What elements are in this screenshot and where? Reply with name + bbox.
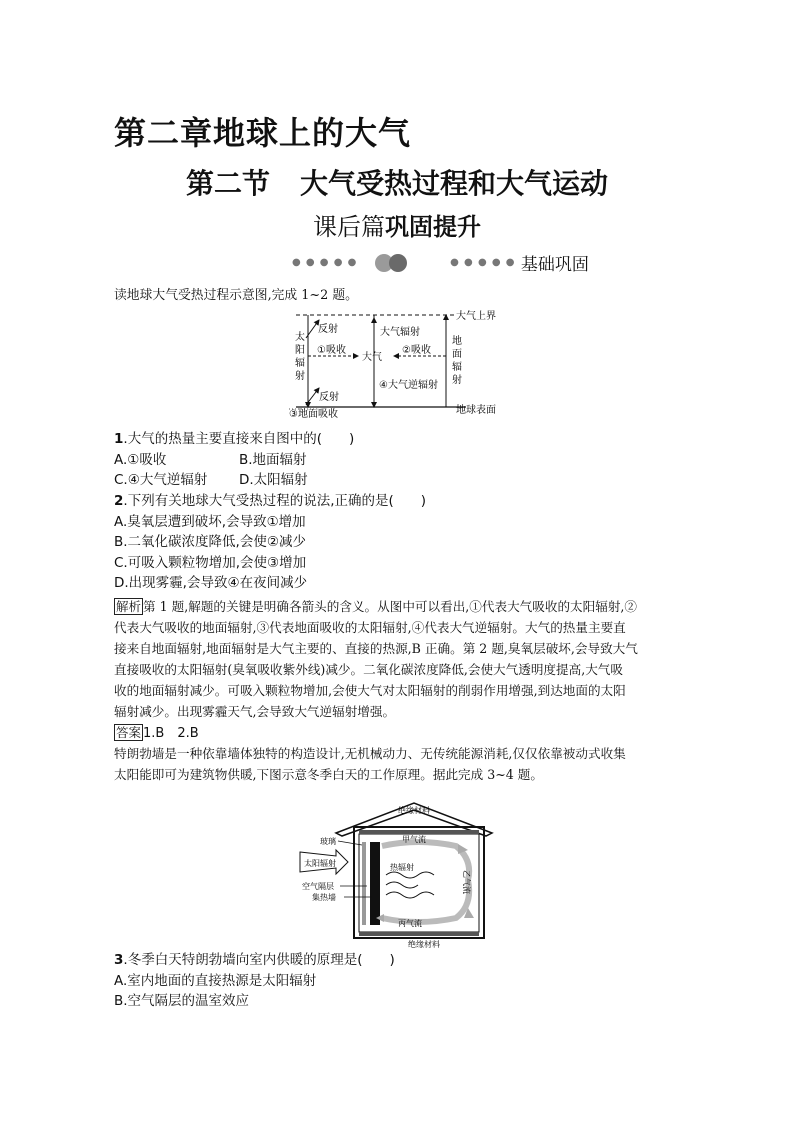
subtitle xyxy=(0,207,794,242)
q2-option-c: C.可吸入颗粒物增加,会使③增加 xyxy=(114,554,307,571)
reflect-bottom-label: 反射 xyxy=(319,392,339,403)
intro-2-line-2: 太阳能即可为建筑物供暖,下图示意冬季白天的工作原理。据此完成 3~4 题。 xyxy=(114,767,543,782)
answer-tag: 答案 xyxy=(116,725,142,740)
analysis-line-1: 第 1 题,解题的关键是明确各箭头的含义。从图中可以看出,①代表大气吸收的太阳辐射,② xyxy=(143,599,638,614)
q1-option-c: C.④大气逆辐射 xyxy=(114,472,208,489)
flow-a-label: 甲气流 xyxy=(402,835,426,844)
heat-wall xyxy=(370,842,380,925)
solar-label-4: 射 xyxy=(295,371,305,382)
section-name: 大气受热过程和大气运动 xyxy=(300,167,609,200)
air-layer-label: 空气隔层 xyxy=(302,882,334,891)
analysis-line-2: 代表大气吸收的地面辐射,③代表地面吸收的太阳辐射,④代表大气逆辐射。大气的热量主要直 xyxy=(114,620,626,635)
glass-label: 玻璃 xyxy=(320,837,336,846)
absorb2-label: ②吸收 xyxy=(402,345,431,356)
heat-wave-2 xyxy=(386,882,418,888)
answer-text: 1.B 2.B xyxy=(143,726,199,741)
section-title xyxy=(0,162,794,202)
question-3 xyxy=(114,950,684,1012)
question-2-number: 2 xyxy=(114,493,124,509)
basic-section-header xyxy=(292,250,589,276)
analysis-tag: 解析 xyxy=(116,599,142,614)
chapter-title: 第二章地球上的大气 xyxy=(114,114,412,152)
heat-wall-label: 集热墙 xyxy=(312,893,336,902)
analysis-line-3: 接来自地面辐射,地面辐射是大气主要的、直接的热源,B 正确。第 2 题,臭氧层破坏,会导致大气 xyxy=(114,641,638,656)
reflect-top-label: 反射 xyxy=(318,324,338,335)
upper-atmosphere-label: 大气上界 xyxy=(456,311,496,322)
q1-option-d: D.太阳辐射 xyxy=(239,472,308,489)
ground-rad-label-4: 射 xyxy=(452,375,462,386)
intro-1: 读地球大气受热过程示意图,完成 1~2 题。 xyxy=(114,288,358,303)
solar-label-3: 辐 xyxy=(295,358,305,369)
solar-label: 太阳辐射 xyxy=(304,859,336,868)
flow-c-label: 乙气流 xyxy=(462,870,471,894)
solar-label-2: 阳 xyxy=(295,345,305,356)
q3-option-b: B.空气隔层的温室效应 xyxy=(114,993,250,1010)
atmos-radiation-label: 大气辐射 xyxy=(380,327,420,338)
insulation-bottom xyxy=(359,932,479,936)
analysis-line-4: 直接吸收的太阳辐射(臭氧吸收紫外线)减少。二氧化碳浓度降低,会使大气透明度提高,大气吸 xyxy=(114,662,623,677)
trombe-wall-diagram xyxy=(298,800,498,950)
insulation-top xyxy=(359,830,479,834)
heat-wave-3 xyxy=(386,892,434,898)
flow-b-label: 丙气流 xyxy=(398,919,422,928)
absorb1-label: ①吸收 xyxy=(317,345,346,356)
insulation-top-label: 绝缘材料 xyxy=(398,806,430,815)
circles-icon xyxy=(371,252,415,274)
question-2 xyxy=(114,491,684,594)
q1-option-a: A.①吸收 xyxy=(114,451,167,468)
heat-radiation-label: 热辐射 xyxy=(390,863,414,872)
dots-decoration: ● ● ● ● ● xyxy=(450,257,516,268)
insulation-bottom-label: 绝缘材料 xyxy=(408,940,440,949)
question-2-stem: .下列有关地球大气受热过程的说法,正确的是( ) xyxy=(123,493,427,509)
q3-option-a: A.室内地面的直接热源是太阳辐射 xyxy=(114,972,317,989)
answer-block xyxy=(114,722,684,744)
intro-2-line-1: 特朗勃墙是一种依靠墙体独特的构造设计,无机械动力、无传统能源消耗,仅仅依靠被动式收集 xyxy=(114,746,626,761)
solar-label-1: 太 xyxy=(295,332,305,343)
question-1-number: 1 xyxy=(114,431,124,447)
counter-radiation-label: ④大气逆辐射 xyxy=(379,380,438,391)
dots-decoration: ● ● ● ● ● xyxy=(292,257,358,268)
q1-option-b: B.地面辐射 xyxy=(239,451,307,468)
basic-section-label: 基础巩固 xyxy=(520,255,589,275)
ground-rad-label-3: 辐 xyxy=(452,362,462,373)
question-3-stem: .冬季白天特朗勃墙向室内供暖的原理是( ) xyxy=(123,952,395,968)
section-number: 第二节 xyxy=(185,167,270,200)
glass-leader xyxy=(338,841,362,845)
subtitle-bold: 巩固提升 xyxy=(385,213,481,241)
glass-pane xyxy=(362,842,366,925)
ground-rad-label-1: 地 xyxy=(452,336,462,347)
analysis-block xyxy=(114,596,692,722)
atmosphere-label: 大气 xyxy=(362,352,382,363)
intro-2 xyxy=(114,743,692,785)
ground-rad-label-2: 面 xyxy=(452,349,462,360)
subtitle-prefix: 课后篇 xyxy=(313,213,385,241)
heating-process-diagram xyxy=(286,306,516,418)
question-3-number: 3 xyxy=(114,952,124,968)
q2-option-b: B.二氧化碳浓度降低,会使②减少 xyxy=(114,534,306,551)
analysis-line-6: 辐射减少。出现雾霾天气,会导致大气逆辐射增强。 xyxy=(114,704,396,719)
heat-wave-1 xyxy=(386,872,434,878)
q2-option-d: D.出现雾霾,会导致④在夜间减少 xyxy=(114,575,308,592)
analysis-line-5: 收的地面辐射减少。可吸入颗粒物增加,会使大气对太阳辐射的削弱作用增强,到达地面的太阳 xyxy=(114,683,626,698)
question-1 xyxy=(114,429,684,491)
q2-option-a: A.臭氧层遭到破坏,会导致①增加 xyxy=(114,513,306,530)
earth-surface-label: 地球表面 xyxy=(456,405,496,416)
ground-absorb-label: ③地面吸收 xyxy=(289,409,338,418)
question-1-stem: .大气的热量主要直接来自图中的( ) xyxy=(123,431,355,447)
